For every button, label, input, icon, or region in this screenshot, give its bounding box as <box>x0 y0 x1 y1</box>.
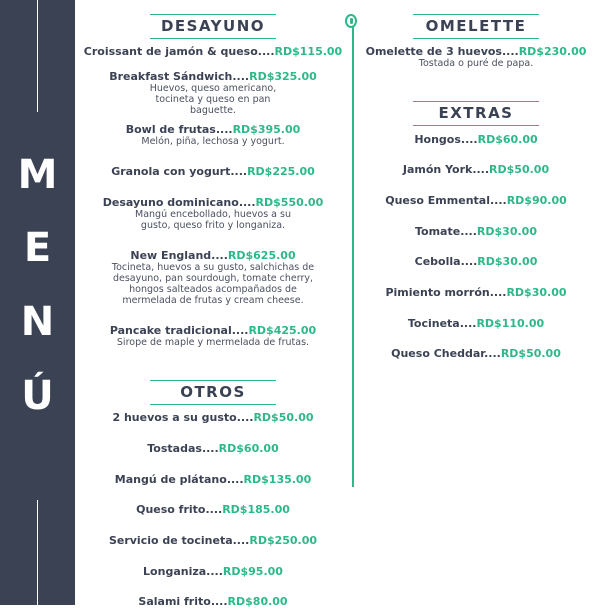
item-description: Sirope de maple y mermelada de frutas. <box>116 337 310 348</box>
item-price: RD$135.00 <box>243 473 312 486</box>
item-separator: .... <box>501 45 519 58</box>
item-separator: .... <box>232 70 250 83</box>
menu-item <box>362 316 590 329</box>
item-description: Tocineta, huevos a su gusto, salchichas de desayuno, pan sourdough, tomate cherry, hongos salteados acompañados de mermelada de frutas y cream cheese. <box>111 262 315 306</box>
menu-item <box>362 193 590 206</box>
menu-item <box>362 254 590 267</box>
item-price: RD$50.00 <box>253 411 314 424</box>
menu-item <box>80 164 346 177</box>
item-price: RD$250.00 <box>249 534 318 547</box>
section-title-desayuno: DESAYUNO <box>150 14 276 39</box>
item-name: Croissant de jamón & queso <box>83 45 258 58</box>
item-price: RD$50.00 <box>500 347 561 360</box>
sidebar-line-bottom <box>37 500 38 605</box>
menu-sidebar <box>0 0 75 605</box>
menu-item <box>80 594 346 607</box>
item-price: RD$60.00 <box>218 442 279 455</box>
section-title-otros: OTROS <box>150 380 276 405</box>
item-name: Pimiento morrón <box>385 286 490 299</box>
item-name: Bowl de frutas <box>125 123 216 136</box>
item-separator: .... <box>459 317 477 330</box>
item-price: RD$395.00 <box>232 123 301 136</box>
item-price: RD$30.00 <box>506 286 567 299</box>
menu-item <box>80 441 346 454</box>
item-price: RD$110.00 <box>476 317 545 330</box>
item-separator: .... <box>201 442 219 455</box>
item-separator: .... <box>484 347 501 360</box>
item-separator: .... <box>205 503 223 516</box>
item-name: Queso Cheddar <box>391 347 485 360</box>
menu-item <box>80 44 346 57</box>
column-divider <box>352 27 354 487</box>
item-name: Desayuno dominicano <box>102 196 239 209</box>
menu-item <box>362 44 590 69</box>
sidebar-letter-u: Ú <box>21 373 54 419</box>
item-separator: .... <box>215 123 233 136</box>
menu-item <box>362 162 590 175</box>
item-separator: .... <box>460 133 478 146</box>
item-description: Mangú encebollado, huevos a su gusto, queso frito y longaniza. <box>135 209 291 231</box>
item-separator: .... <box>489 194 507 207</box>
item-price: RD$325.00 <box>249 70 317 83</box>
item-price: RD$60.00 <box>477 133 538 146</box>
item-name: 2 huevos a su gusto <box>112 411 237 424</box>
item-name: Tomate <box>415 225 461 238</box>
item-price: RD$550.00 <box>255 196 324 209</box>
section-title-omelette: OMELETTE <box>413 14 539 39</box>
item-price: RD$230.00 <box>518 45 587 58</box>
item-name: Breakfast Sándwich <box>109 70 233 83</box>
item-description: Melón, piña, lechosa y yogurt. <box>141 136 285 147</box>
item-price: RD$425.00 <box>248 324 317 337</box>
item-name: Mangú de plátano <box>114 473 227 486</box>
item-price: RD$225.00 <box>247 165 315 178</box>
menu-item <box>362 285 590 298</box>
item-name: Queso frito <box>136 503 206 516</box>
item-name: Tostadas <box>147 442 202 455</box>
item-price: RD$185.00 <box>222 503 290 516</box>
menu-item <box>362 132 590 145</box>
item-name: Tocineta <box>407 317 460 330</box>
menu-item <box>80 69 346 116</box>
item-name: New England <box>130 249 212 262</box>
item-separator: .... <box>210 595 228 608</box>
item-name: Granola con yogurt <box>111 165 231 178</box>
item-price: RD$30.00 <box>477 255 538 268</box>
item-separator: .... <box>472 163 490 176</box>
item-price: RD$95.00 <box>222 565 283 578</box>
item-name: Jamón York <box>402 163 473 176</box>
item-separator: .... <box>206 565 223 578</box>
item-name: Servicio de tocineta <box>108 534 233 547</box>
menu-item <box>80 564 346 577</box>
item-price: RD$90.00 <box>506 194 567 207</box>
item-name: Pancake tradicional <box>109 324 232 337</box>
item-separator: .... <box>460 255 478 268</box>
item-separator: .... <box>236 411 254 424</box>
item-name: Salami frito <box>138 595 211 608</box>
item-name: Cebolla <box>414 255 461 268</box>
sidebar-line-top <box>37 0 38 112</box>
sidebar-letter-m: M <box>17 152 58 198</box>
divider-pin-icon <box>345 14 357 28</box>
menu-item <box>80 533 346 546</box>
menu-item <box>80 195 346 231</box>
item-description: Tostada o puré de papa. <box>418 58 534 69</box>
item-separator: .... <box>238 196 256 209</box>
item-price: RD$30.00 <box>476 225 537 238</box>
menu-item <box>362 346 590 359</box>
item-separator: .... <box>489 286 507 299</box>
item-separator: .... <box>460 225 477 238</box>
item-name: Queso Emmental <box>385 194 490 207</box>
sidebar-letter-n: N <box>20 299 55 345</box>
item-price: RD$50.00 <box>489 163 550 176</box>
item-separator: .... <box>257 45 275 58</box>
item-separator: .... <box>211 249 228 262</box>
menu-item <box>362 224 590 237</box>
menu-item <box>80 502 346 515</box>
item-description: Huevos, queso americano, tocineta y queso en pan baguette. <box>149 83 277 116</box>
menu-item <box>80 248 346 306</box>
menu-item <box>80 323 346 348</box>
item-name: Hongos <box>414 133 461 146</box>
section-title-extras: EXTRAS <box>413 101 539 126</box>
item-separator: .... <box>230 165 248 178</box>
item-name: Omelette de 3 huevos <box>365 45 502 58</box>
item-price: RD$80.00 <box>227 595 288 608</box>
item-price: RD$115.00 <box>274 45 343 58</box>
menu-item <box>80 410 346 423</box>
menu-item <box>80 122 346 147</box>
item-separator: .... <box>231 324 249 337</box>
menu-item <box>80 472 346 485</box>
item-separator: .... <box>232 534 250 547</box>
item-name: Longaniza <box>143 565 207 578</box>
item-separator: .... <box>226 473 244 486</box>
sidebar-letter-e: E <box>23 225 52 271</box>
item-price: RD$625.00 <box>227 249 296 262</box>
